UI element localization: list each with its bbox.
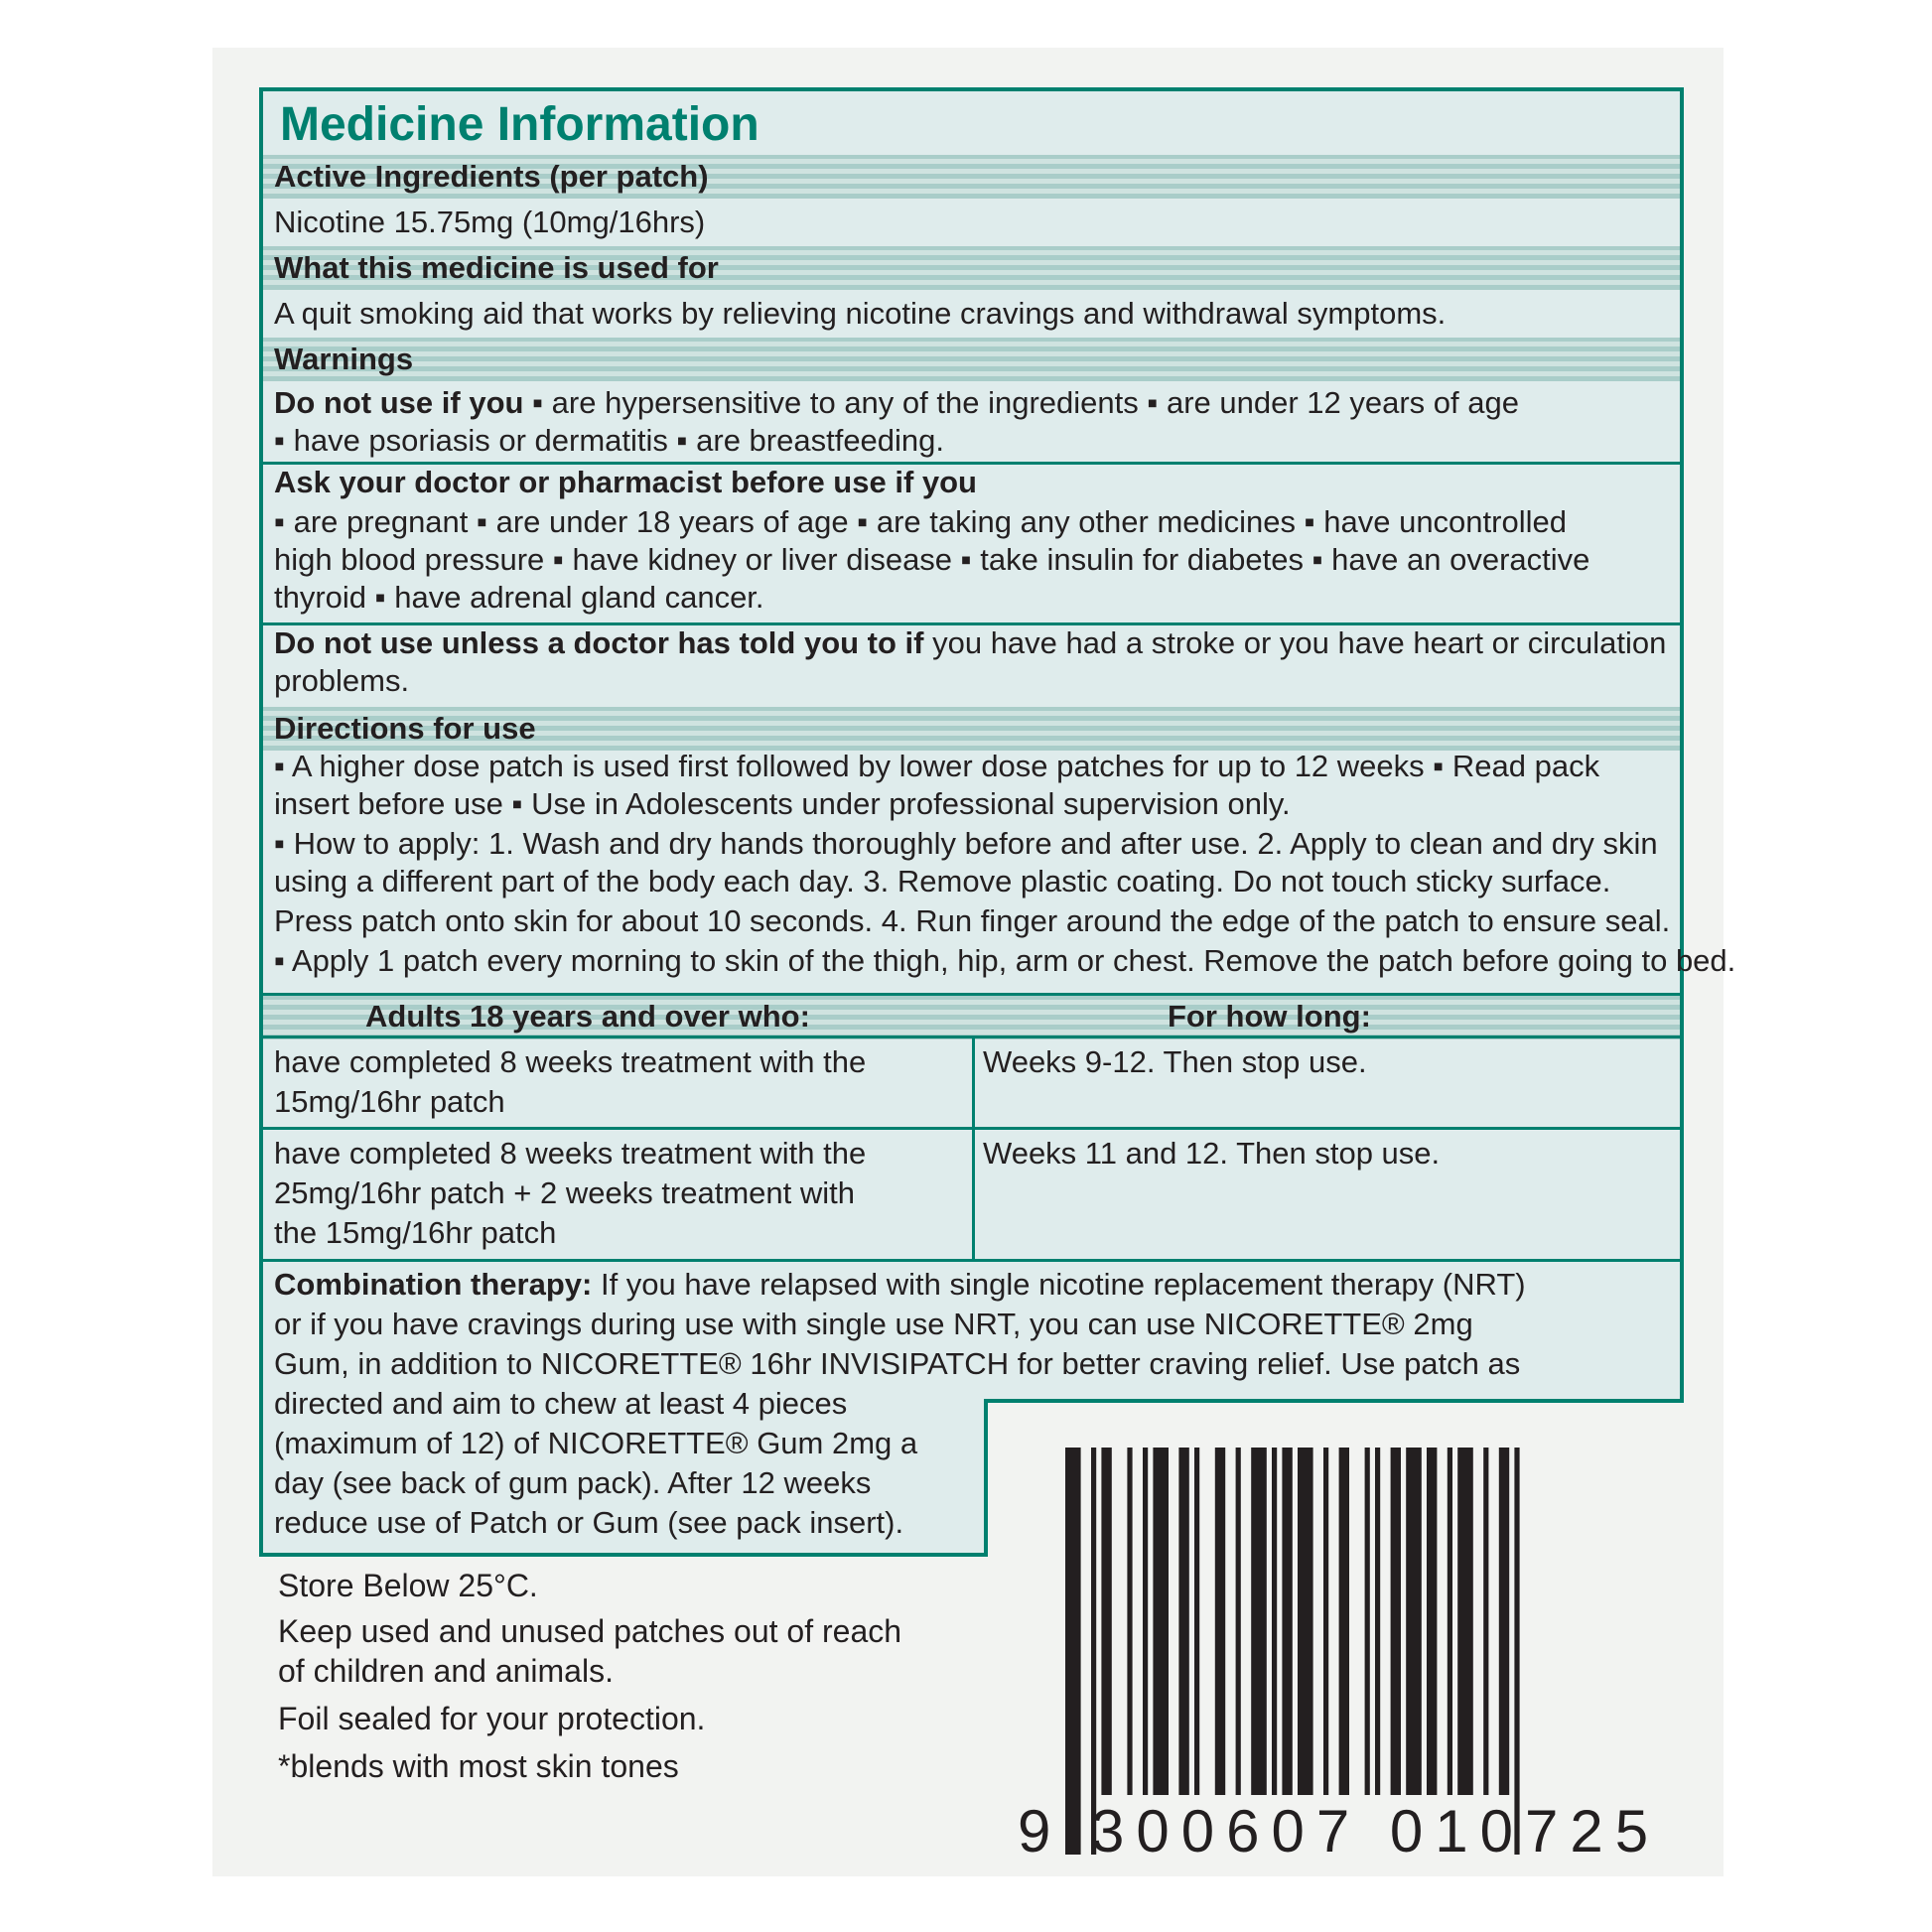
combination-line: If you have relapsed with single nicotine replacement therapy (NRT): [592, 1267, 1526, 1302]
directions-heading: Directions for use: [274, 711, 536, 746]
table-cell: Weeks 11 and 12. Then stop use.: [983, 1136, 1441, 1171]
barcode-bar: [1427, 1448, 1437, 1795]
warnings-do-not-use: [274, 383, 1519, 423]
combination-text: [274, 1265, 1526, 1305]
directions-line: using a different part of the body each day. 3. Remove plastic coating. Do not touch sticky surface.: [274, 864, 1611, 898]
barcode-bar: [1282, 1448, 1292, 1795]
barcode-bar: [1406, 1448, 1422, 1795]
combination-line: day (see back of gum pack). After 12 weeks: [274, 1465, 872, 1500]
barcode-bar: [1065, 1448, 1081, 1855]
barcode-bar: [1178, 1448, 1188, 1795]
skin-tones-note: *blends with most skin tones: [278, 1748, 679, 1784]
barcode-bar: [1448, 1448, 1452, 1795]
active-text: Nicotine 15.75mg (10mg/16hrs): [274, 205, 706, 239]
directions-line: ▪ How to apply: 1. Wash and dry hands thoroughly before and after use. 2. Apply to clean and dry skin: [274, 826, 1658, 861]
directions-line: ▪ Apply 1 patch every morning to skin of the thigh, hip, arm or chest. Remove the patch before going to bed.: [274, 943, 1736, 978]
table-cell: have completed 8 weeks treatment with the: [274, 1136, 867, 1171]
barcode-bar: [1236, 1448, 1241, 1795]
barcode-bar: [1391, 1448, 1401, 1795]
barcode-bar: [1514, 1448, 1519, 1855]
barcode-bar: [1375, 1448, 1380, 1795]
barcode-bar: [1143, 1448, 1148, 1795]
ask-heading: Ask your doctor or pharmacist before use if you: [274, 465, 977, 499]
barcode-bar: [1251, 1448, 1267, 1795]
table-cell: Weeks 9-12. Then stop use.: [983, 1044, 1367, 1079]
uses-heading: What this medicine is used for: [274, 250, 719, 285]
table-header-adults: Adults 18 years and over who:: [365, 999, 810, 1034]
directions-line: ▪ A higher dose patch is used first followed by lower dose patches for up to 12 weeks ▪ Read pack: [274, 749, 1600, 783]
barcode-bar: [1153, 1448, 1169, 1795]
doctor-warning-text-2: problems.: [274, 663, 410, 698]
table-cell: have completed 8 weeks treatment with the: [274, 1044, 867, 1079]
notch-border: [984, 1399, 1684, 1403]
do-not-use-label: Do not use if you: [274, 385, 524, 420]
barcode-bar: [1194, 1448, 1199, 1795]
do-not-use-text: ▪ are hypersensitive to any of the ingredients ▪ are under 12 years of age: [532, 385, 1519, 420]
combination-line: reduce use of Patch or Gum (see pack insert).: [274, 1505, 904, 1540]
table-cell: 15mg/16hr patch: [274, 1084, 505, 1119]
barcode-digits: 9 300607 010725: [1018, 1798, 1661, 1864]
table-cell: the 15mg/16hr patch: [274, 1215, 557, 1250]
combination-label: Combination therapy:: [274, 1267, 593, 1302]
barcode: [1065, 1448, 1621, 1855]
barcode-bar: [1323, 1448, 1328, 1795]
table-cell: 25mg/16hr patch + 2 weeks treatment with: [274, 1175, 856, 1210]
barcode-bar: [1091, 1448, 1096, 1855]
doctor-warning: [274, 623, 1666, 663]
barcode-bar: [1499, 1448, 1509, 1795]
combination-line: (maximum of 12) of NICORETTE® Gum 2mg a: [274, 1426, 918, 1460]
warnings-heading: Warnings: [274, 342, 414, 376]
do-not-use-text-2: ▪ have psoriasis or dermatitis ▪ are breastfeeding.: [274, 423, 945, 458]
foil-text: Foil sealed for your protection.: [278, 1701, 706, 1736]
keep-out-of-reach-text: Keep used and unused patches out of reach: [278, 1613, 902, 1649]
uses-text: A quit smoking aid that works by relieving nicotine cravings and withdrawal symptoms.: [274, 296, 1447, 331]
combination-line: directed and aim to chew at least 4 pieces: [274, 1386, 848, 1421]
barcode-bar: [1365, 1448, 1370, 1795]
band-warnings: [263, 338, 1680, 381]
doctor-warning-text: you have had a stroke or you have heart or circulation: [923, 625, 1667, 660]
storage-text: Store Below 25°C.: [278, 1568, 538, 1603]
barcode-bar: [1127, 1448, 1132, 1795]
table-header-duration: For how long:: [1168, 999, 1371, 1034]
table-divider: [972, 1035, 975, 1260]
ask-line: thyroid ▪ have adrenal gland cancer.: [274, 580, 764, 615]
barcode-bar: [1215, 1448, 1225, 1795]
separator: [263, 993, 1680, 996]
active-heading: Active Ingredients (per patch): [274, 159, 709, 194]
barcode-bar: [1483, 1448, 1488, 1795]
directions-line: Press patch onto skin for about 10 seconds. 4. Run finger around the edge of the patch to ensure seal.: [274, 903, 1671, 938]
barcode-bar: [1298, 1448, 1313, 1795]
keep-out-of-reach-text: of children and animals.: [278, 1653, 614, 1689]
combination-line: Gum, in addition to NICORETTE® 16hr INVISIPATCH for better craving relief. Use patch as: [274, 1346, 1521, 1381]
barcode-bar: [1457, 1448, 1473, 1795]
barcode-bar: [1101, 1448, 1111, 1795]
ask-line: ▪ are pregnant ▪ are under 18 years of age ▪ are taking any other medicines ▪ have uncontrolled: [274, 504, 1567, 539]
notch-border: [984, 1403, 988, 1557]
directions-line: insert before use ▪ Use in Adolescents under professional supervision only.: [274, 786, 1291, 821]
page-title: Medicine Information: [280, 98, 759, 151]
barcode-bar: [1272, 1448, 1277, 1795]
barcode-bar: [1339, 1448, 1349, 1795]
ask-line: high blood pressure ▪ have kidney or liver disease ▪ take insulin for diabetes ▪ have an overactive: [274, 542, 1590, 577]
combination-line: or if you have cravings during use with single use NRT, you can use NICORETTE® 2mg: [274, 1307, 1473, 1341]
doctor-warning-label: Do not use unless a doctor has told you to if: [274, 625, 924, 660]
